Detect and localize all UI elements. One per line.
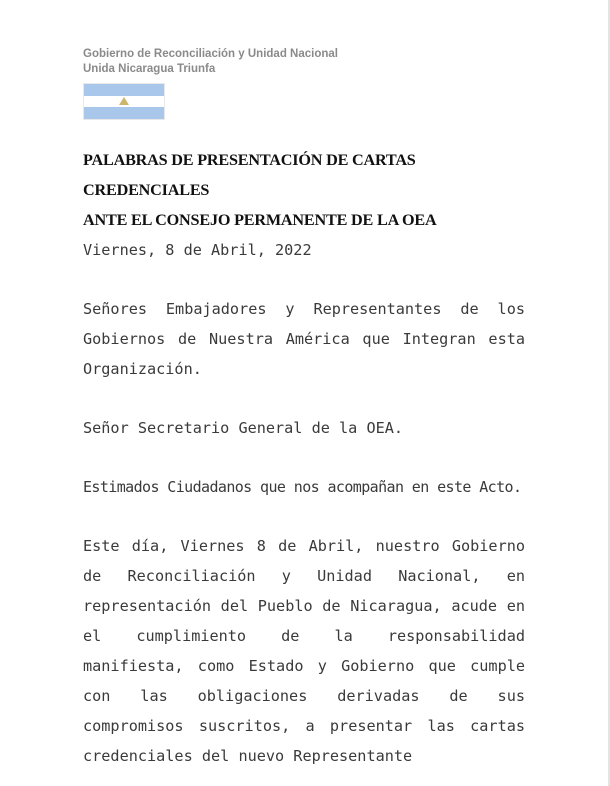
body-paragraph: Este día, Viernes 8 de Abril, nuestro Gobierno de Reconciliación y Unidad Nacional, en representación del Pueblo de Nicaragua, acude en el cumplimiento de la responsabilidad manifiesta, como Estado y Gobierno que cumple con las obligaciones derivadas de sus compromisos suscritos, a presentar las cartas credenciales del nuevo Representante [83,537,525,765]
coat-of-arms-icon [119,97,129,105]
flag-band-bottom [84,107,164,119]
letterhead [83,47,338,77]
nicaragua-flag-icon [83,83,165,120]
document-date: Viernes, 8 de Abril, 2022 [83,241,312,259]
letterhead-government-name: Gobierno de Reconciliación y Unidad Nacional [83,48,338,60]
flag-band-middle [84,96,164,108]
title-line-2: ANTE EL CONSEJO PERMANENTE DE LA OEA [83,211,437,229]
title-line-1: PALABRAS DE PRESENTACIÓN DE CARTAS CREDENCIALES [83,151,416,199]
document-title [83,145,525,235]
salutation-citizens: Estimados Ciudadanos que nos acompañan en este Acto. [83,478,522,496]
flag-band-top [84,84,164,96]
letterhead-slogan: Unida Nicaragua Triunfa [83,63,216,75]
salutation-secretary-general: Señor Secretario General de la OEA. [83,419,404,437]
salutation-ambassadors: Señores Embajadores y Representantes de los Gobiernos de Nuestra América que Integran esta Organización. [83,300,525,378]
speech-document [83,145,525,771]
